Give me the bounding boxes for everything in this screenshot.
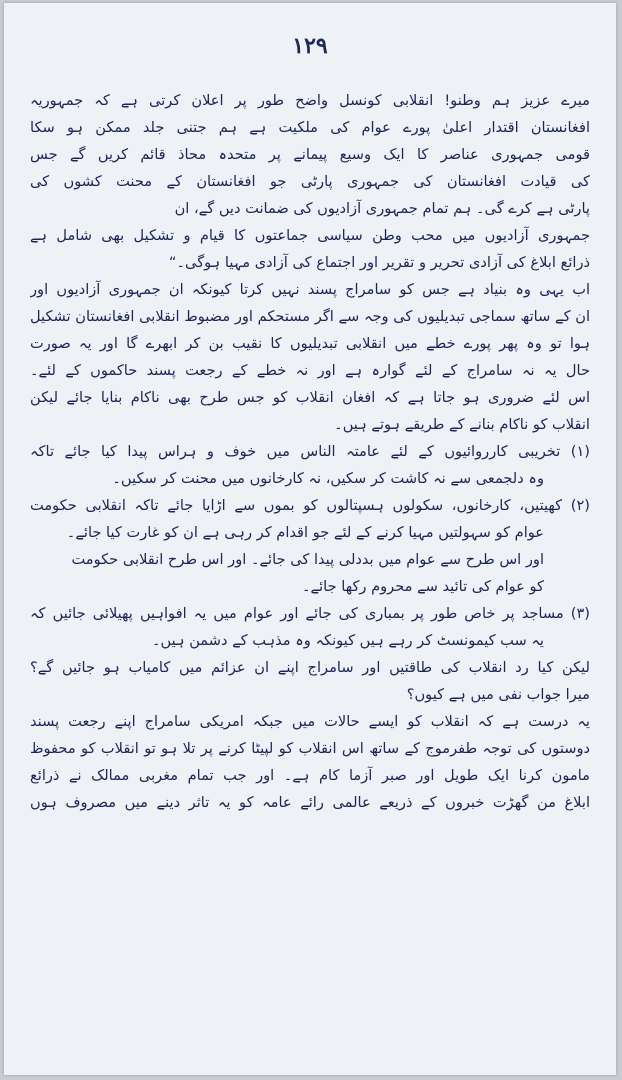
text-line: قومی جمہوری عناصر کا ایک وسیع پیمانے پر متحدہ محاذ قائم کریں گے جس (30, 146, 590, 163)
text-line: ہوا تو وہ پھر پورے خطے میں انقلابی تبدیلیوں کا نقیب بن کر ابھرے گا اور یہ صورت (30, 335, 590, 352)
text-line: یہ درست ہے کہ انقلاب کو ایسے حالات میں جبکہ امریکی سامراج اپنے رجعت پسند (30, 713, 590, 730)
text-line: لیکن کیا رد انقلاب کی طاقتیں اور سامراج اپنے ان عزائم میں کامیاب ہو جائیں گے؟ (30, 659, 590, 676)
text-line: ذرائع ابلاغ کی آزادی تحریر و تقریر اور اجتماع کی آزادی مہیا ہوگی۔“ (168, 254, 590, 271)
text-line: مامون کرنا ایک طویل اور صبر آزما کام ہے۔ اور جب تمام مغربی ممالک نے ذرائع (30, 767, 590, 784)
text-line: وہ دلجمعی سے نہ کاشت کر سکیں، نہ کارخانوں میں محنت کر سکیں۔ (112, 470, 544, 487)
text-line: میرے عزیز ہم وطنو! انقلابی کونسل واضح طور پر اعلان کرتی ہے کہ جمہوریہ (30, 92, 590, 109)
document-page (4, 3, 616, 1075)
text-line: کی قیادت افغانستان کی جمہوری پارٹی جو افغانستان کے محنت کشوں کی (30, 173, 590, 190)
text-line: اس لئے ضروری ہو جاتا ہے کہ افغان انقلاب کو جس طرح بھی ناکام بنایا جائے لیکن (30, 389, 590, 406)
text-line: (۲) کھیتیں، کارخانوں، سکولوں ہسپتالوں کو بموں سے اڑایا جائے تاکہ انقلابی حکومت (30, 497, 590, 514)
text-line: حال یہ نہ سامراج کے لئے گوارہ ہے اور نہ خطے کے رجعت پسند حاکموں کے لئے۔ (30, 362, 590, 379)
text-line: انقلاب کو ناکام بنانے کے طریقے ہوتے ہیں۔ (334, 416, 590, 433)
text-line: دوستوں کی توجہ طفرموج کے ساتھ اس انقلاب کو لپیٹا کرنے پر تلا ہو تو انقلاب کو محفوظ (30, 740, 590, 757)
body-text (30, 87, 590, 816)
text-line: (۱) تخریبی کارروائیوں کے لئے عامتہ الناس میں خوف و ہراس پیدا کیا جائے تاکہ (30, 443, 590, 460)
text-line: (۳) مساجد پر خاص طور پر بمباری کی جائے اور عوام میں یہ افواہیں پھیلائی جائیں کہ (30, 605, 590, 622)
text-line: میرا جواب نفی میں ہے کیوں؟ (406, 686, 590, 703)
text-line: پارٹی ہے کرے گی۔ ہم تمام جمہوری آزادیوں کی ضمانت دیں گے، ان (174, 200, 590, 217)
text-line: عوام کو سہولتیں مہیا کرنے کے لئے جو اقدام کر رہی ہے ان کو غارت کیا جائے۔ (66, 524, 544, 541)
text-line: کو عوام کی تائید سے محروم رکھا جائے۔ (302, 578, 544, 595)
text-line: اور اس طرح سے عوام میں بددلی پیدا کی جائے۔ اور اس طرح انقلابی حکومت (71, 551, 544, 568)
text-line: جمہوری آزادیوں میں محب وطن سیاسی جماعتوں کا قیام و تشکیل بھی شامل ہے (30, 227, 590, 244)
page-number: ۱۲۹ (292, 33, 328, 59)
text-line: افغانستان اقتدار اعلیٰ پورے عوام کی ملکیت ہے ہم جتنی جلد ممکن ہو سکا (30, 119, 590, 136)
text-line: یہ سب کیمونسٹ کر رہے ہیں کیونکہ وہ مذہب کے دشمن ہیں۔ (151, 632, 544, 649)
text-line: ان کے ساتھ سماجی تبدیلیوں کی وجہ سے اگر مستحکم اور مضبوط انقلابی افغانستان تشکیل (30, 308, 590, 325)
text-line: اب یہی وہ بنیاد ہے جس کو سامراج پسند نہیں کرتا کیونکہ ان جمہوری آزادیوں اور (30, 281, 590, 298)
text-line: ابلاغ من گھڑت خبروں کے ذریعے عالمی رائے عامہ کو یہ تاثر دینے میں مصروف ہوں (30, 794, 590, 811)
